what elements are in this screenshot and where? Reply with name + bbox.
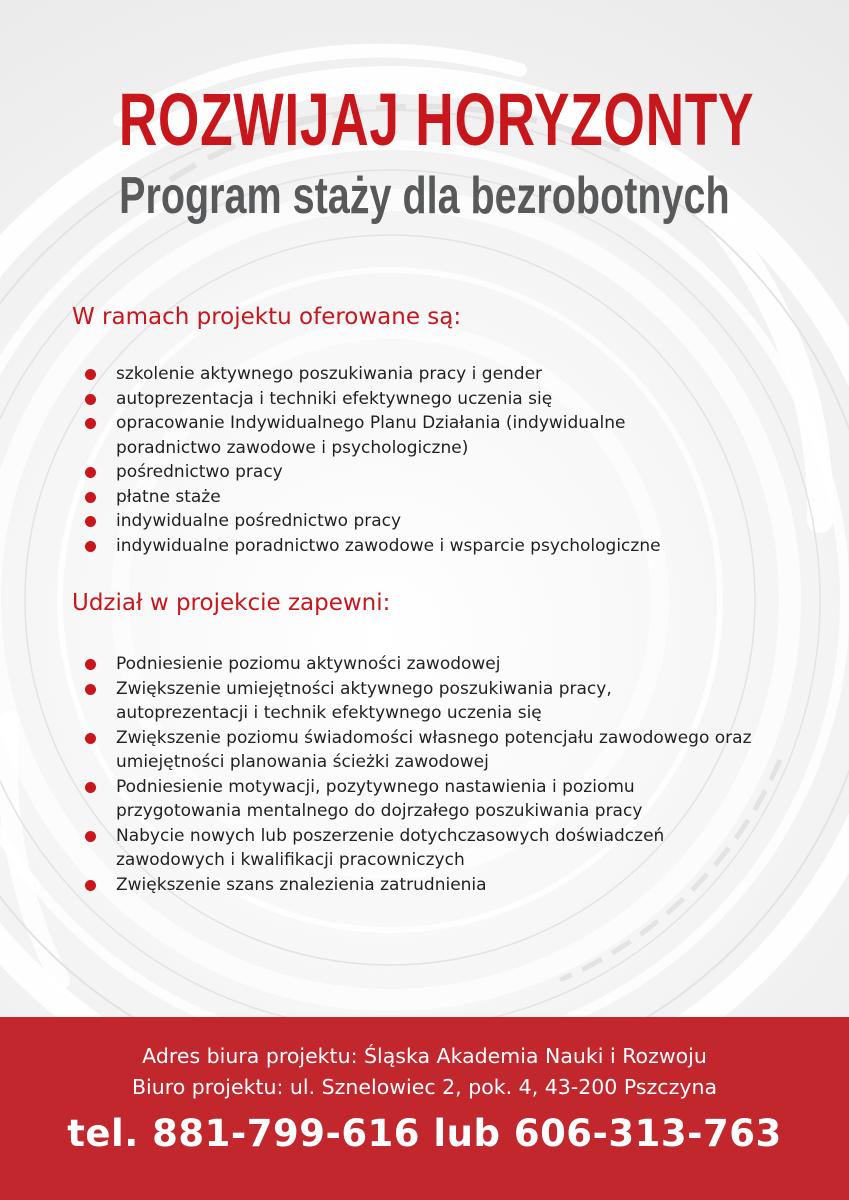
benefits-list	[82, 652, 782, 897]
list-item	[82, 824, 776, 873]
list-item	[82, 652, 782, 677]
offer-heading: W ramach projektu oferowane są:	[72, 304, 462, 330]
phone-numbers: tel. 881-799-616 lub 606-313-763	[67, 1112, 782, 1155]
bullet-icon	[85, 516, 96, 527]
list-item	[82, 873, 782, 898]
page-title: ROZWIJAJ HORYZONTY	[118, 78, 755, 161]
list-item	[82, 485, 782, 510]
bullet-icon	[85, 369, 96, 380]
bullet-icon	[85, 467, 96, 478]
list-item-text: płatne staże	[116, 486, 221, 507]
bullet-icon	[85, 394, 96, 405]
benefits-heading: Udział w projekcie zapewni:	[72, 590, 391, 616]
bullet-icon	[85, 659, 96, 670]
list-item	[82, 460, 782, 485]
list-item	[82, 534, 782, 559]
list-item-text: Podniesienie poziomu aktywności zawodowej	[116, 654, 501, 674]
list-item	[82, 411, 676, 460]
list-item	[82, 775, 736, 824]
list-item-text: pośrednictwo pracy	[116, 462, 283, 482]
page-subtitle: Program staży dla bezrobotnych	[119, 167, 730, 225]
office-address: Adres biura projektu: Śląska Akademia Nauki i Rozwoju	[142, 1044, 707, 1068]
bullet-icon	[85, 880, 96, 891]
bullet-icon	[85, 492, 96, 503]
bullet-icon	[85, 418, 96, 429]
list-item-text: Zwiększenie szans znalezienia zatrudnienia	[116, 874, 487, 895]
bullet-icon	[85, 782, 96, 793]
bullet-icon	[85, 684, 96, 695]
list-item	[82, 509, 782, 534]
list-item	[82, 677, 676, 726]
list-item-text: Zwiększenie poziomu świadomości własnego potencjału zawodowego oraz umiejętności planowania ścieżki zawodowej	[116, 727, 752, 772]
list-item-text: autoprezentacja i techniki efektywnego uczenia się	[116, 388, 553, 409]
list-item-text: Podniesienie motywacji, pozytywnego nastawienia i poziomu przygotowania mentalnego do dojrzałego poszukiwania pracy	[116, 776, 643, 821]
list-item	[82, 387, 782, 412]
bullet-icon	[85, 733, 96, 744]
office-street-address: Biuro projektu: ul. Sznelowiec 2, pok. 4, 43-200 Pszczyna	[131, 1075, 718, 1099]
list-item-text: Zwiększenie umiejętności aktywnego poszukiwania pracy, autoprezentacji i technik efektywnego uczenia się	[116, 678, 612, 723]
list-item-text: opracowanie Indywidualnego Planu Działania (indywidualne poradnictwo zawodowe i psychologiczne)	[116, 413, 626, 458]
list-item	[82, 362, 782, 387]
bullet-icon	[85, 831, 96, 842]
list-item	[82, 726, 806, 775]
list-item-text: Nabycie nowych lub poszerzenie dotychczasowych doświadczeń zawodowych i kwalifikacji pracowniczych	[116, 825, 665, 870]
list-item-text: indywidualne poradnictwo zawodowe i wsparcie psychologiczne	[116, 535, 661, 556]
list-item-text: szkolenie aktywnego poszukiwania pracy i gender	[116, 364, 543, 384]
list-item-text: indywidualne pośrednictwo pracy	[116, 511, 402, 531]
bullet-icon	[85, 541, 96, 552]
offer-list	[82, 362, 782, 558]
